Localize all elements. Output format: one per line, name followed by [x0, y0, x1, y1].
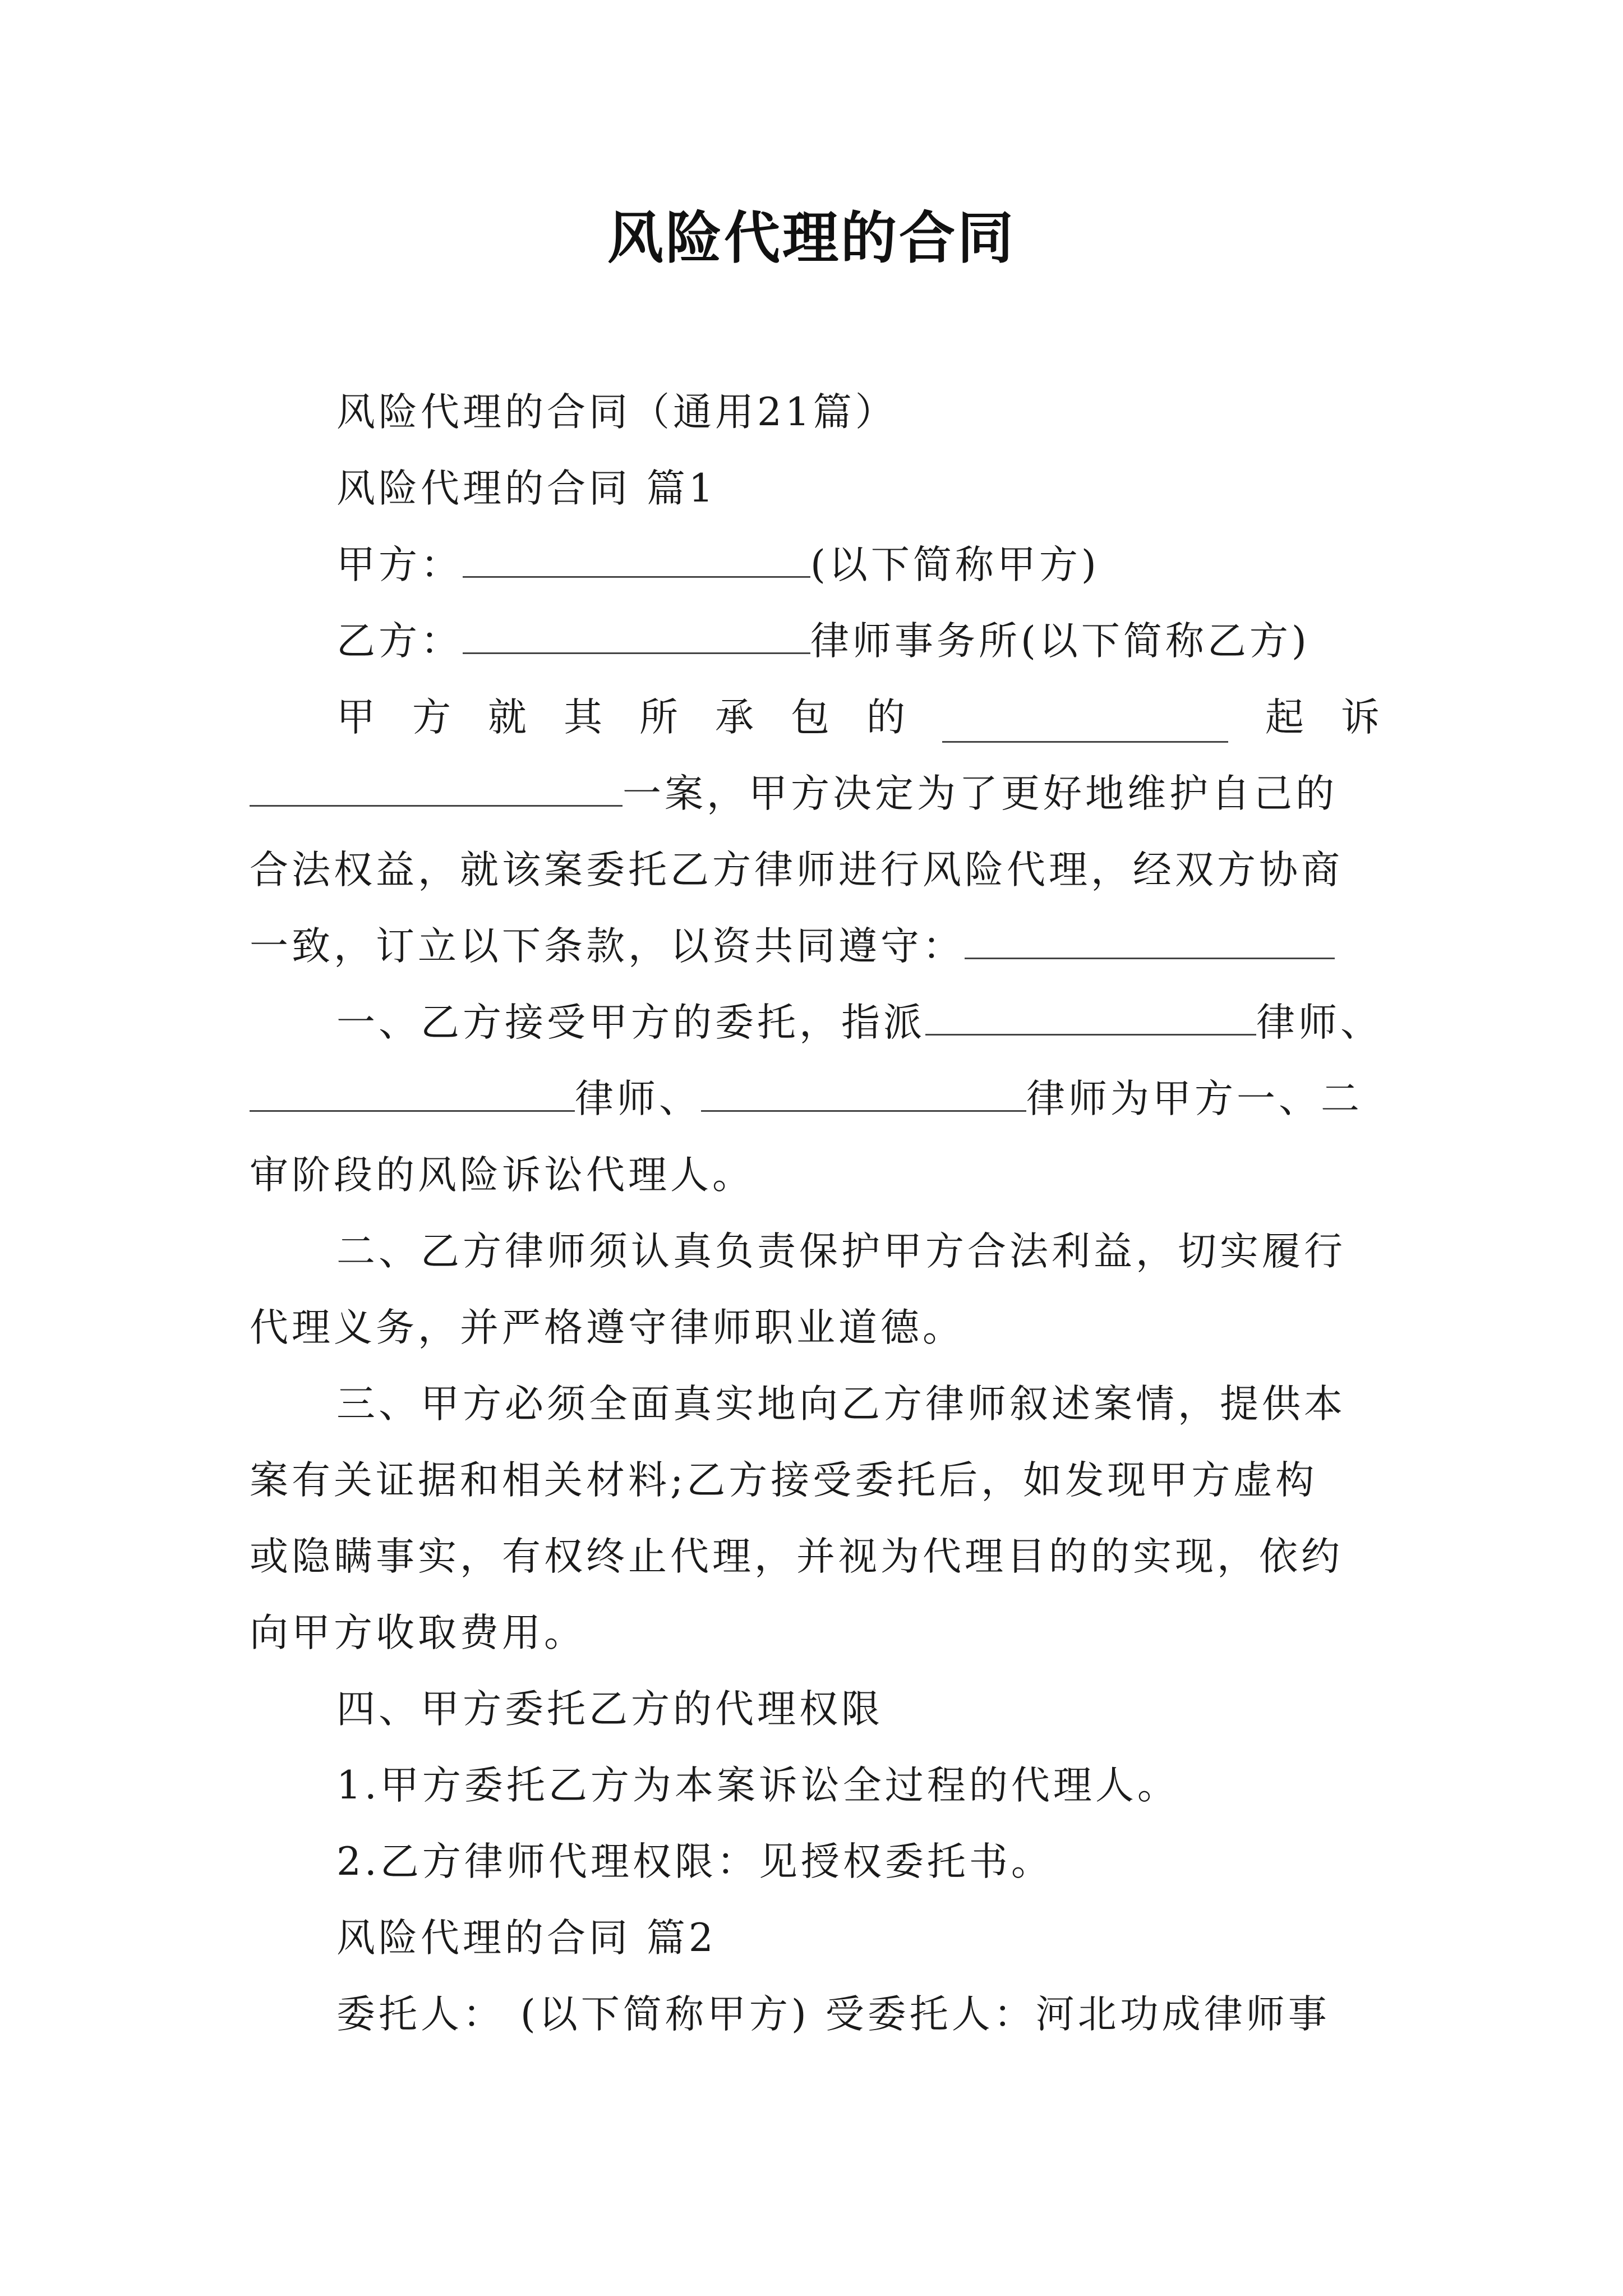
clause-3-line-2: 案有关证据和相关材料;乙方接受委托后，如发现甲方虚构	[250, 1458, 1318, 1503]
intro-char: 起	[1265, 695, 1304, 740]
clause-2-line-1: 二、乙方律师须认真负责保护甲方合法利益，切实履行	[336, 1229, 1346, 1274]
clause-2-line-2: 代理义务，并严格遵守律师职业道德。	[250, 1305, 965, 1350]
intro-char: 就	[488, 695, 527, 740]
section-1-heading: 风险代理的合同 篇1	[336, 466, 717, 511]
contract-party-blank[interactable]	[942, 706, 1228, 743]
party-a-label: 甲方：	[336, 542, 463, 587]
party-b-blank[interactable]	[463, 618, 810, 654]
clause-4-heading: 四、甲方委托乙方的代理权限	[336, 1687, 883, 1732]
lawyer-3-blank[interactable]	[701, 1075, 1026, 1112]
clause-3-line-3: 或隐瞒事实，有权终止代理，并视为代理目的的实现，依约	[250, 1534, 1343, 1579]
party-a-blank[interactable]	[463, 541, 810, 578]
intro-line-2	[250, 769, 1338, 819]
clause-4-item-2: 2.乙方律师代理权限：见授权委托书。	[336, 1839, 1053, 1884]
lawyer-1-blank[interactable]	[925, 999, 1256, 1036]
intro-line-4-text: 一致，订立以下条款，以资共同遵守：	[250, 924, 965, 969]
intro-line-4	[250, 921, 1335, 972]
party-a-line	[336, 540, 1100, 590]
clause-1-mid: 律师、	[575, 1076, 701, 1121]
document-subtitle: 风险代理的合同（通用21篇）	[336, 390, 897, 435]
clause-1-prefix: 一、乙方接受甲方的委托，指派	[336, 1000, 925, 1045]
intro-char: 其	[564, 695, 602, 740]
party-b-label: 乙方：	[336, 619, 463, 664]
clause-1-suffix: 律师、	[1256, 1000, 1382, 1045]
document-title: 风险代理的合同	[607, 205, 1016, 271]
intro-line-1	[336, 692, 1380, 743]
intro-char: 的	[866, 695, 905, 740]
intro-char: 诉	[1341, 695, 1380, 740]
clause-1-line-2	[250, 1074, 1363, 1124]
clause-1-line-2-suffix: 律师为甲方一、二	[1026, 1076, 1363, 1121]
party-b-line	[336, 616, 1310, 666]
intro-char: 方	[412, 695, 451, 740]
intro-line-2-text: 一案，甲方决定为了更好地维护自己的	[623, 771, 1338, 816]
clause-3-line-1: 三、甲方必须全面真实地向乙方律师叙述案情，提供本	[336, 1382, 1346, 1427]
section-2-line-1: 委托人： (以下简称甲方) 受委托人：河北功成律师事	[336, 1992, 1330, 2037]
intro-char: 甲	[336, 695, 375, 740]
intro-char: 包	[791, 695, 829, 740]
intro-end-blank[interactable]	[965, 923, 1335, 959]
intro-char: 所	[639, 695, 678, 740]
intro-line-3: 合法权益，就该案委托乙方律师进行风险代理，经双方协商	[250, 848, 1343, 892]
clause-1-line-1	[336, 997, 1382, 1048]
clause-1-line-3: 审阶段的风险诉讼代理人。	[250, 1153, 754, 1198]
clause-4-item-1: 1.甲方委托乙方为本案诉讼全过程的代理人。	[336, 1763, 1179, 1808]
clause-3-line-4: 向甲方收取费用。	[250, 1611, 586, 1655]
case-name-blank[interactable]	[250, 770, 623, 807]
section-2-heading: 风险代理的合同 篇2	[336, 1916, 717, 1961]
party-a-suffix: (以下简称甲方)	[810, 542, 1100, 587]
intro-char: 承	[715, 695, 754, 740]
party-b-suffix: 律师事务所(以下简称乙方)	[810, 619, 1310, 664]
lawyer-2-blank[interactable]	[250, 1075, 575, 1112]
